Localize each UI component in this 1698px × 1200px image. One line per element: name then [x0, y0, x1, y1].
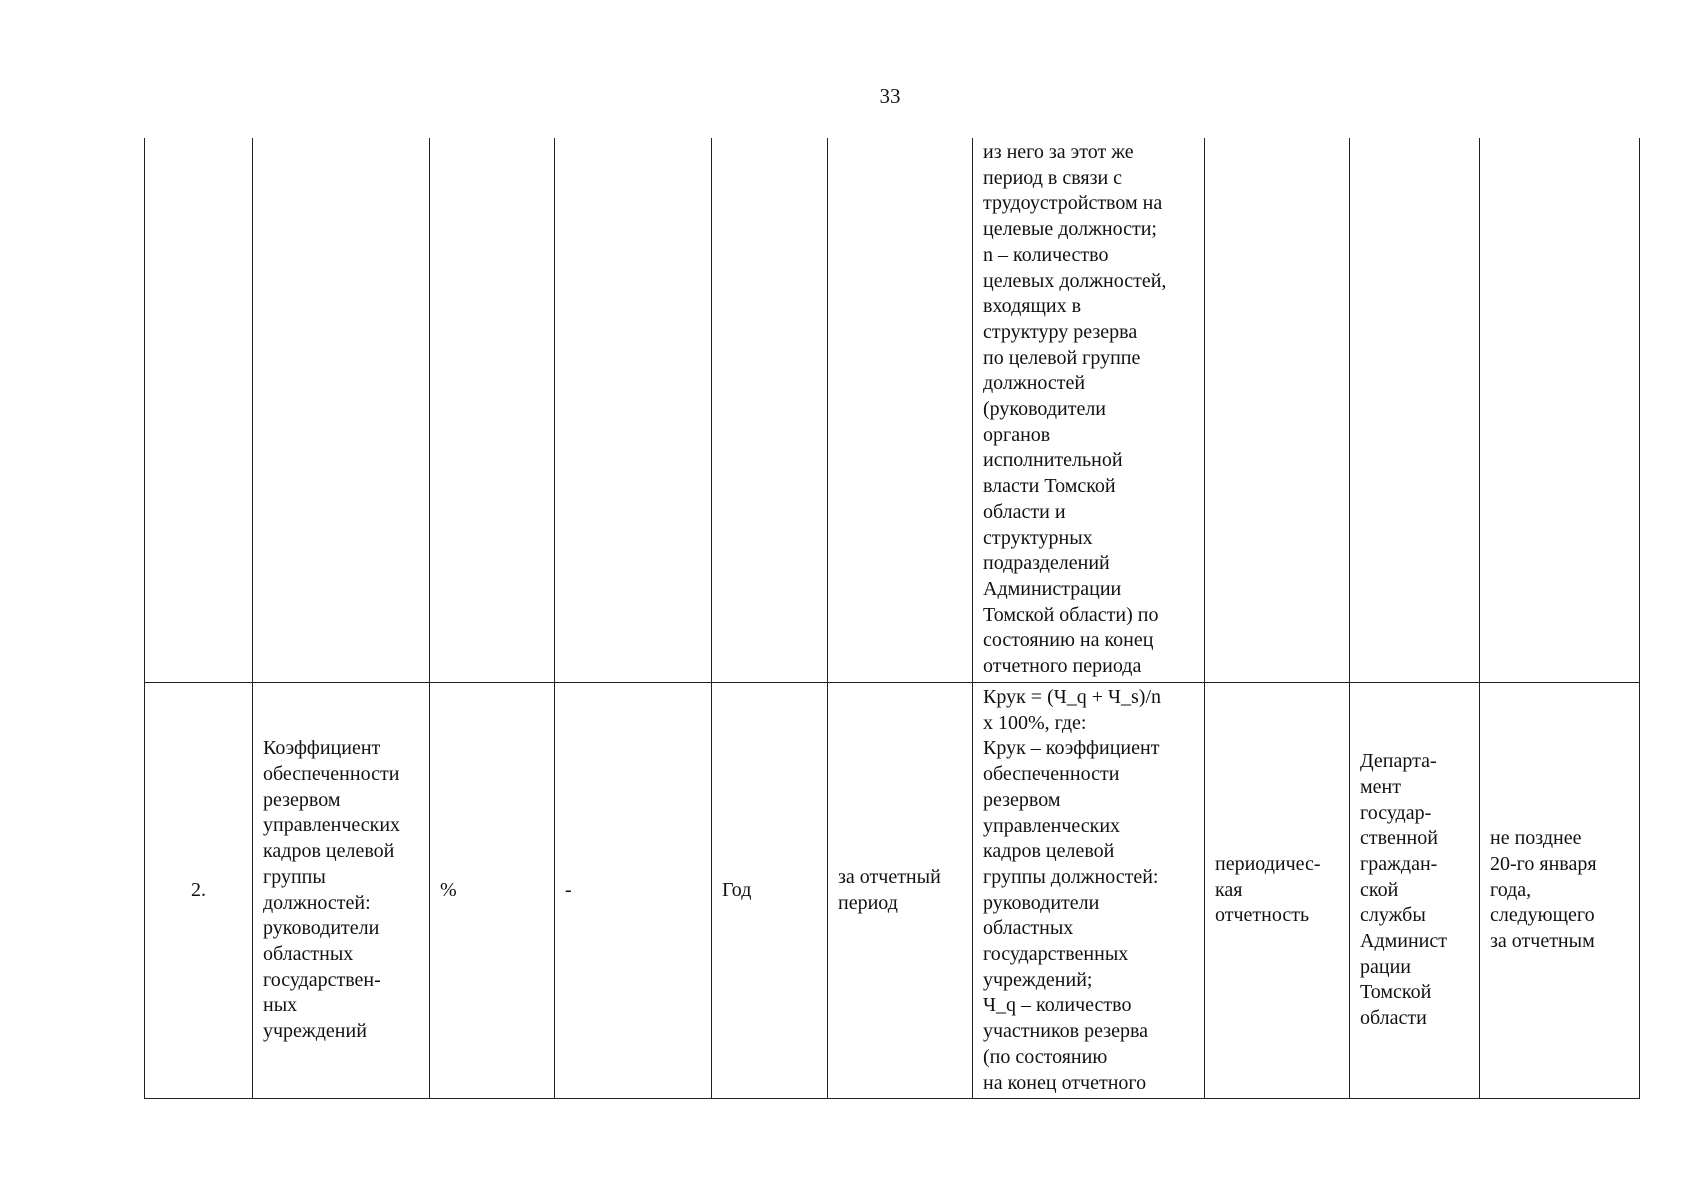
cell-formula: из него за этот же период в связи с трудоустройством на целевые должности; n – количество целевых должностей, входящих в структуру резерва по целевой группе должностей (руководители органов исполнительной власти Томской области и структурных подразделений Администрации Томской области) по состоянию на конец отчетного периода [973, 138, 1205, 683]
indicator-table [144, 138, 1640, 1099]
cell-responsible: Департа- мент государ- ственной граждан- ской службы Админист рации Томской области [1350, 683, 1480, 1099]
cell-unit [430, 138, 555, 683]
cell-definition: - [555, 683, 712, 1099]
cell-unit: % [430, 683, 555, 1099]
cell-periodicity [712, 138, 828, 683]
cell-indicator: Коэффициент обеспеченности резервом управленческих кадров целевой группы должностей: руководители областных государствен- ных учреждений [253, 683, 430, 1099]
cell-periodicity: Год [712, 683, 828, 1099]
cell-data-source [1205, 138, 1350, 683]
cell-number [145, 138, 253, 683]
cell-data-source: периодичес- кая отчетность [1205, 683, 1350, 1099]
cell-time-characteristic: за отчетный период [828, 683, 973, 1099]
table-row-2 [145, 683, 1640, 1099]
cell-responsible [1350, 138, 1480, 683]
cell-deadline: не позднее 20-го января года, следующего за отчетным [1480, 683, 1640, 1099]
cell-indicator [253, 138, 430, 683]
cell-number: 2. [145, 683, 253, 1099]
cell-deadline [1480, 138, 1640, 683]
cell-formula: Крук = (Ч_q + Ч_s)/n х 100%, где: Крук – коэффициент обеспеченности резервом управленческих кадров целевой группы должностей: руководители областных государственных учреждений; Ч_q – количество участников резерва (по состоянию на конец отчетного [973, 683, 1205, 1099]
page-number: 33 [879, 84, 901, 108]
cell-time-characteristic [828, 138, 973, 683]
table-row-continuation [145, 138, 1640, 683]
cell-definition [555, 138, 712, 683]
